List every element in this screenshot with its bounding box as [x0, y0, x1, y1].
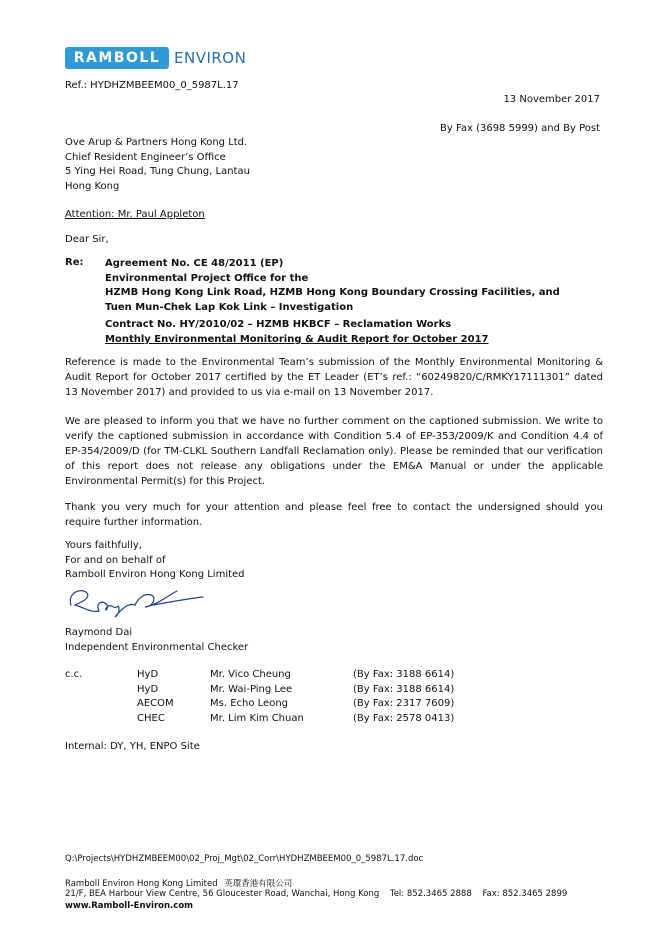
file-path: Q:\Projects\HYDHZMBEEM00\02_Proj_Mgt\02_Corr\HYDHZMBEEM00_0_5987L.17.doc	[65, 854, 424, 864]
signatory-title: Independent Environmental Checker	[65, 641, 249, 653]
subject-block	[105, 257, 560, 315]
cc-row	[65, 669, 454, 684]
cc-name: Ms. Echo Leong	[210, 698, 288, 709]
salutation: Dear Sir,	[65, 234, 109, 245]
footer-company-line	[65, 877, 292, 889]
closing-line: Yours faithfully,	[65, 540, 142, 551]
cc-fax: (By Fax: 2317 7609)	[353, 698, 455, 709]
cc-org: HyD	[137, 669, 159, 680]
footer-company: Ramboll Environ Hong Kong Limited	[65, 879, 218, 889]
signatory-name: Raymond Dai	[65, 627, 133, 638]
delivery-method: By Fax (3698 5999) and By Post	[440, 123, 600, 134]
ramboll-logo-box	[65, 47, 169, 69]
re-label: Re:	[65, 257, 84, 268]
closing-block	[65, 539, 245, 583]
addressee-line: Chief Resident Engineer’s Office	[65, 151, 226, 163]
closing-line: Ramboll Environ Hong Kong Limited	[65, 569, 245, 581]
addressee-block	[65, 136, 250, 194]
signatory-block	[65, 626, 248, 655]
report-title-line: Monthly Environmental Monitoring & Audit Report for October 2017	[105, 333, 489, 345]
reference-number: Ref.: HYDHZMBEEM00_0_5987L.17	[65, 80, 239, 91]
closing-line: For and on behalf of	[65, 554, 166, 566]
internal-distribution: Internal: DY, YH, ENPO Site	[65, 741, 200, 752]
body-paragraph-3: Thank you very much for your attention and please feel free to contact the undersigned should you require further information.	[65, 502, 603, 528]
body-paragraph-2: We are pleased to inform you that we have no further comment on the captioned submission. We write to verify the captioned submission in accordance with Condition 5.4 of EP-353/2009/K and Condition 4.4 of EP-354/2009/D (for TM-CLKL Southern Landfall Reclamation only). Please be reminded that our verification of this report does not release any obligations under the EM&A Manual or under the applicable Environmental Permit(s) for this Project.	[65, 416, 603, 487]
letter-date: 13 November 2017	[503, 94, 600, 105]
addressee-line: 5 Ying Hei Road, Tung Chung, Lantau	[65, 166, 250, 178]
cc-fax: (By Fax: 2578 0413)	[353, 712, 455, 724]
handwritten-signature	[65, 583, 215, 619]
cc-table	[65, 669, 454, 727]
cc-fax: (By Fax: 3188 6614)	[353, 669, 455, 680]
cc-name: Mr. Lim Kim Chuan	[210, 712, 304, 724]
footer-fax: Fax: 852.3465 2899	[482, 889, 568, 899]
subject-line: Tuen Mun-Chek Lap Kok Link – Investigation	[105, 301, 354, 313]
footer-company-cn: 英環香港有限公司	[224, 879, 293, 889]
addressee-line: Hong Kong	[65, 180, 120, 192]
cc-org: CHEC	[137, 712, 165, 724]
footer-address: 21/F, BEA Harbour View Centre, 56 Gloucester Road, Wanchai, Hong Kong	[65, 889, 380, 899]
contract-block	[105, 318, 489, 347]
addressee-line: Ove Arup & Partners Hong Kong Ltd.	[65, 137, 248, 148]
cc-org: HyD	[137, 683, 159, 695]
cc-fax: (By Fax: 3188 6614)	[353, 683, 455, 695]
cc-org: AECOM	[137, 698, 174, 709]
footer-address-line	[65, 889, 567, 899]
body-paragraph-1: Reference is made to the Environmental Team’s submission of the Monthly Environmental Monitoring & Audit Report for October 2017 certified by the ET Leader (ET’s ref.: “60249820/C/RMKY17111301” dated 13 November 2017) and provided to us via e-mail on 13 November 2017.	[65, 357, 603, 398]
cc-row	[65, 713, 454, 728]
cc-name: Mr. Vico Cheung	[210, 669, 291, 680]
logo-environ-text: ENVIRON	[174, 49, 247, 67]
subject-line: Agreement No. CE 48/2011 (EP)	[105, 258, 284, 269]
cc-row	[65, 684, 454, 699]
footer-tel: Tel: 852.3465 2888	[389, 889, 472, 899]
cc-row	[65, 698, 454, 713]
attention-line: Attention: Mr. Paul Appleton	[65, 209, 205, 220]
cc-name: Mr. Wai-Ping Lee	[210, 683, 293, 695]
logo-box-text: RAMBOLL	[73, 50, 161, 66]
subject-line: HZMB Hong Kong Link Road, HZMB Hong Kong Boundary Crossing Facilities, and	[105, 287, 560, 299]
subject-line: Environmental Project Office for the	[105, 272, 309, 284]
contract-line: Contract No. HY/2010/02 – HZMB HKBCF – Reclamation Works	[105, 319, 452, 330]
footer-website: www.Ramboll-Environ.com	[65, 901, 194, 911]
cc-label: c.c.	[65, 669, 83, 680]
